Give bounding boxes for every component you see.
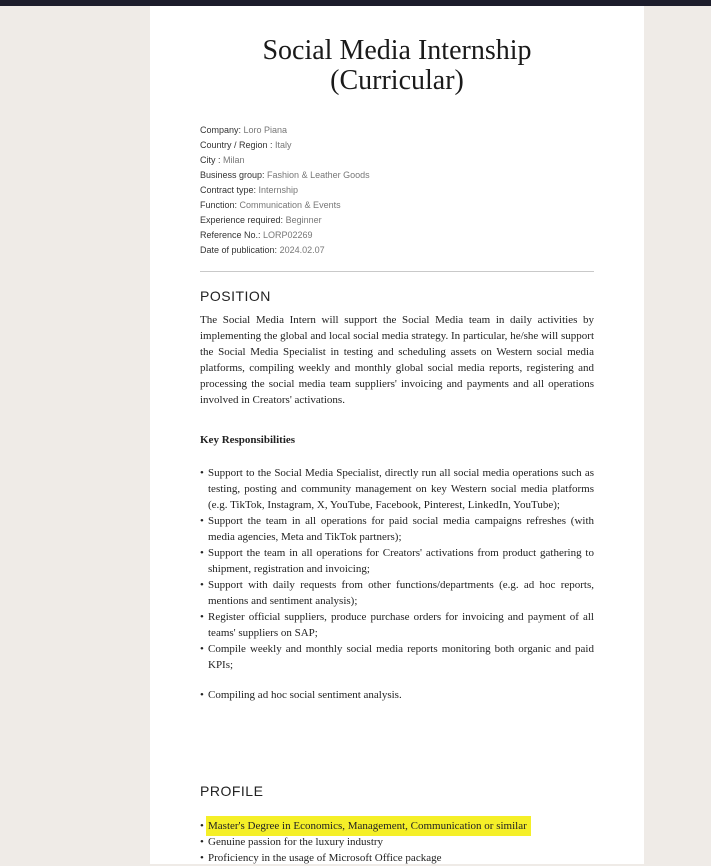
meta-value: Milan	[223, 155, 245, 165]
title-line-2: (Curricular)	[330, 65, 464, 96]
meta-label: Date of publication:	[200, 245, 280, 255]
list-item: • Compile weekly and monthly social media reports monitoring both organic and paid KPIs;	[200, 641, 594, 673]
title-line-1: Social Media Internship	[262, 35, 532, 66]
page-title	[150, 36, 644, 96]
meta-label: Contract type:	[200, 185, 259, 195]
meta-label: Function:	[200, 200, 240, 210]
meta-value: LORP02269	[263, 230, 313, 240]
meta-value: Internship	[258, 185, 299, 195]
meta-reference	[200, 228, 370, 243]
job-meta-list	[200, 123, 370, 258]
meta-city	[200, 153, 370, 168]
section-divider	[200, 271, 594, 272]
meta-label: City :	[200, 155, 224, 165]
meta-label: Business group:	[200, 170, 268, 180]
meta-company	[200, 123, 370, 138]
meta-value: Loro Piana	[243, 125, 288, 135]
meta-country	[200, 138, 370, 153]
meta-date	[200, 243, 370, 258]
list-item: • Proficiency in the usage of Microsoft Office package	[200, 850, 594, 866]
meta-value: Italy	[275, 140, 292, 150]
job-posting-page	[150, 6, 644, 864]
meta-label: Experience required:	[200, 215, 286, 225]
meta-function	[200, 198, 370, 213]
list-item: • Support the team in all operations for paid social media campaigns refreshes (with media agencies, Meta and TikTok partners);	[200, 513, 594, 545]
meta-label: Reference No.:	[200, 230, 264, 240]
meta-experience	[200, 213, 370, 228]
list-item: • Support with daily requests from other functions/departments (e.g. ad hoc reports, mentions and sentiment analysis);	[200, 577, 594, 609]
position-intro: The Social Media Intern will support the Social Media team in daily activities by implementing the global and local social media strategy. In particular, he/she will support the Social Media Specialist in testing and scheduling assets on Western social media platforms, compiling weekly and monthly global social media reports, registering and processing the social media team suppliers' invoicing and payments and all operations involved in Creators' activations.	[200, 314, 594, 406]
meta-label: Country / Region :	[200, 140, 276, 150]
profile-list	[200, 818, 594, 866]
meta-value: 2024.02.07	[279, 245, 325, 255]
list-item: • Genuine passion for the luxury industry	[200, 834, 594, 850]
meta-contract-type	[200, 183, 370, 198]
list-item-highlighted	[200, 818, 594, 834]
profile-heading: PROFILE	[200, 783, 264, 799]
list-item: • Register official suppliers, produce purchase orders for invoicing and payment of all teams' suppliers on SAP;	[200, 609, 594, 641]
list-item: • Support to the Social Media Specialist, directly run all social media operations such as testing, posting and community management on key Western social media platforms (e.g. TikTok, Instagram, X, YouTube, Facebook, Pinterest, LinkedIn, YouTube);	[200, 465, 594, 513]
highlight-mark: Master's Degree in Economics, Management, Communication or similar	[206, 816, 531, 836]
list-item: • Compiling ad hoc social sentiment analysis.	[200, 687, 594, 703]
list-item: • Support the team in all operations for Creators' activations from product gathering to shipment, registration and invoicing;	[200, 545, 594, 577]
responsibilities-heading: Key Responsibilities	[200, 434, 296, 446]
meta-business-group	[200, 168, 370, 183]
position-heading: POSITION	[200, 288, 271, 304]
meta-value: Fashion & Leather Goods	[267, 170, 370, 180]
meta-value: Beginner	[285, 215, 322, 225]
responsibilities-list	[200, 465, 594, 703]
meta-label: Company:	[200, 125, 244, 135]
meta-value: Communication & Events	[239, 200, 341, 210]
